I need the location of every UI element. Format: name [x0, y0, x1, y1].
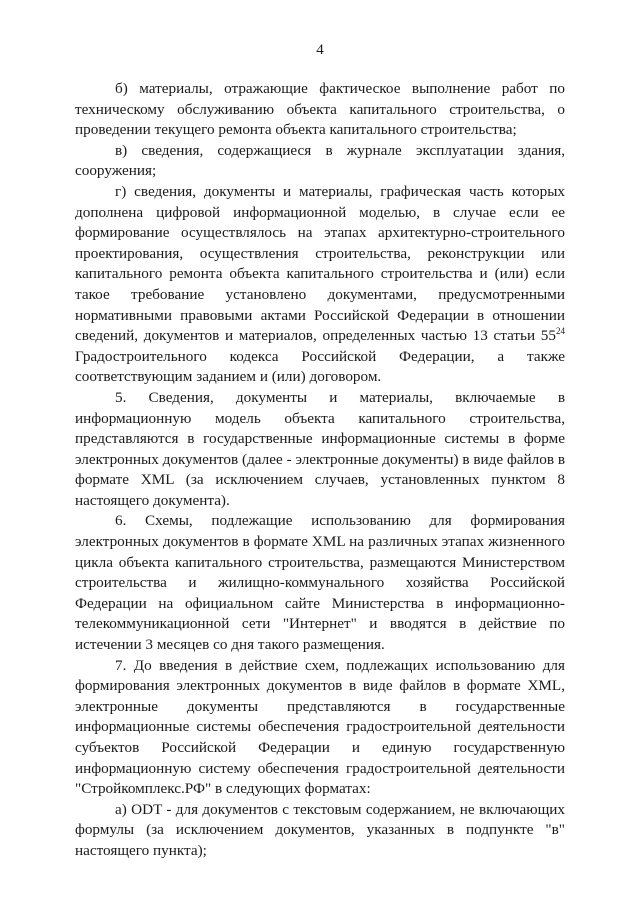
paragraph-text: б) материалы, отражающие фактическое выполнение работ по техническому обслуживанию объекта капитального строительства, о проведении текущего ремонта объекта капитального строительства;	[75, 80, 565, 139]
paragraph-a	[75, 800, 565, 862]
paragraph-text: 5. Сведения, документы и материалы, включаемые в информационную модель объекта капитального строительства, представляются в государственные информационные системы в форме электронных документов (далее - электронные документы) в виде файлов в формате XML (за исключением случаев, установленных пунктом 8 настоящего документа).	[75, 388, 565, 509]
document-body	[75, 79, 565, 862]
paragraph-g	[75, 182, 565, 388]
paragraph-text: 7. До введения в действие схем, подлежащих использованию для формирования электронных документов в виде файлов в формате XML, электронные документы представляются в государственные информационные системы обеспечения градостроительной деятельности субъектов Российской Федерации и единую государственную информационную систему обеспечения градостроительной деятельности "Стройкомплекс.РФ" в следующих форматах:	[75, 656, 565, 798]
paragraph-text: г) сведения, документы и материалы, графическая часть которых дополнена цифровой информационной моделью, в случае если ее формирование осуществлялось на этапах архитектурно-строительного проектирования, осуществления строительства, реконструкции или капитального ремонта объекта капитального строительства и (или) если такое требование установлено документами, предусмотренными нормативными правовыми актами Российской Федерации в отношении сведений, документов и материалов, определенных частью 13 статьи 55	[75, 182, 565, 345]
paragraph-text: в) сведения, содержащиеся в журнале эксплуатации здания, сооружения;	[75, 141, 565, 180]
paragraph-7	[75, 656, 565, 800]
article-superscript: 24	[556, 326, 565, 337]
page-number: 4	[316, 42, 324, 58]
paragraph-b	[75, 79, 565, 141]
paragraph-text: 6. Схемы, подлежащие использованию для формирования электронных документов в формате XML на различных этапах жизненного цикла объекта капитального строительства, размещаются Министерством строительства и жилищно-коммунального хозяйства Российской Федерации на официальном сайте Министерства в информационно-телекоммуникационной сети "Интернет" и вводятся в действие по истечении 3 месяцев со дня такого размещения.	[75, 512, 565, 654]
paragraph-text: а) ODT - для документов с текстовым содержанием, не включающих формулы (за исключением документов, указанных в подпункте "в" настоящего пункта);	[75, 800, 565, 859]
paragraph-v	[75, 141, 565, 182]
paragraph-5	[75, 388, 565, 512]
paragraph-6	[75, 511, 565, 655]
paragraph-text-continued: Градостроительного кодекса Российской Федерации, а также соответствующим заданием и (или) договором.	[75, 347, 565, 386]
